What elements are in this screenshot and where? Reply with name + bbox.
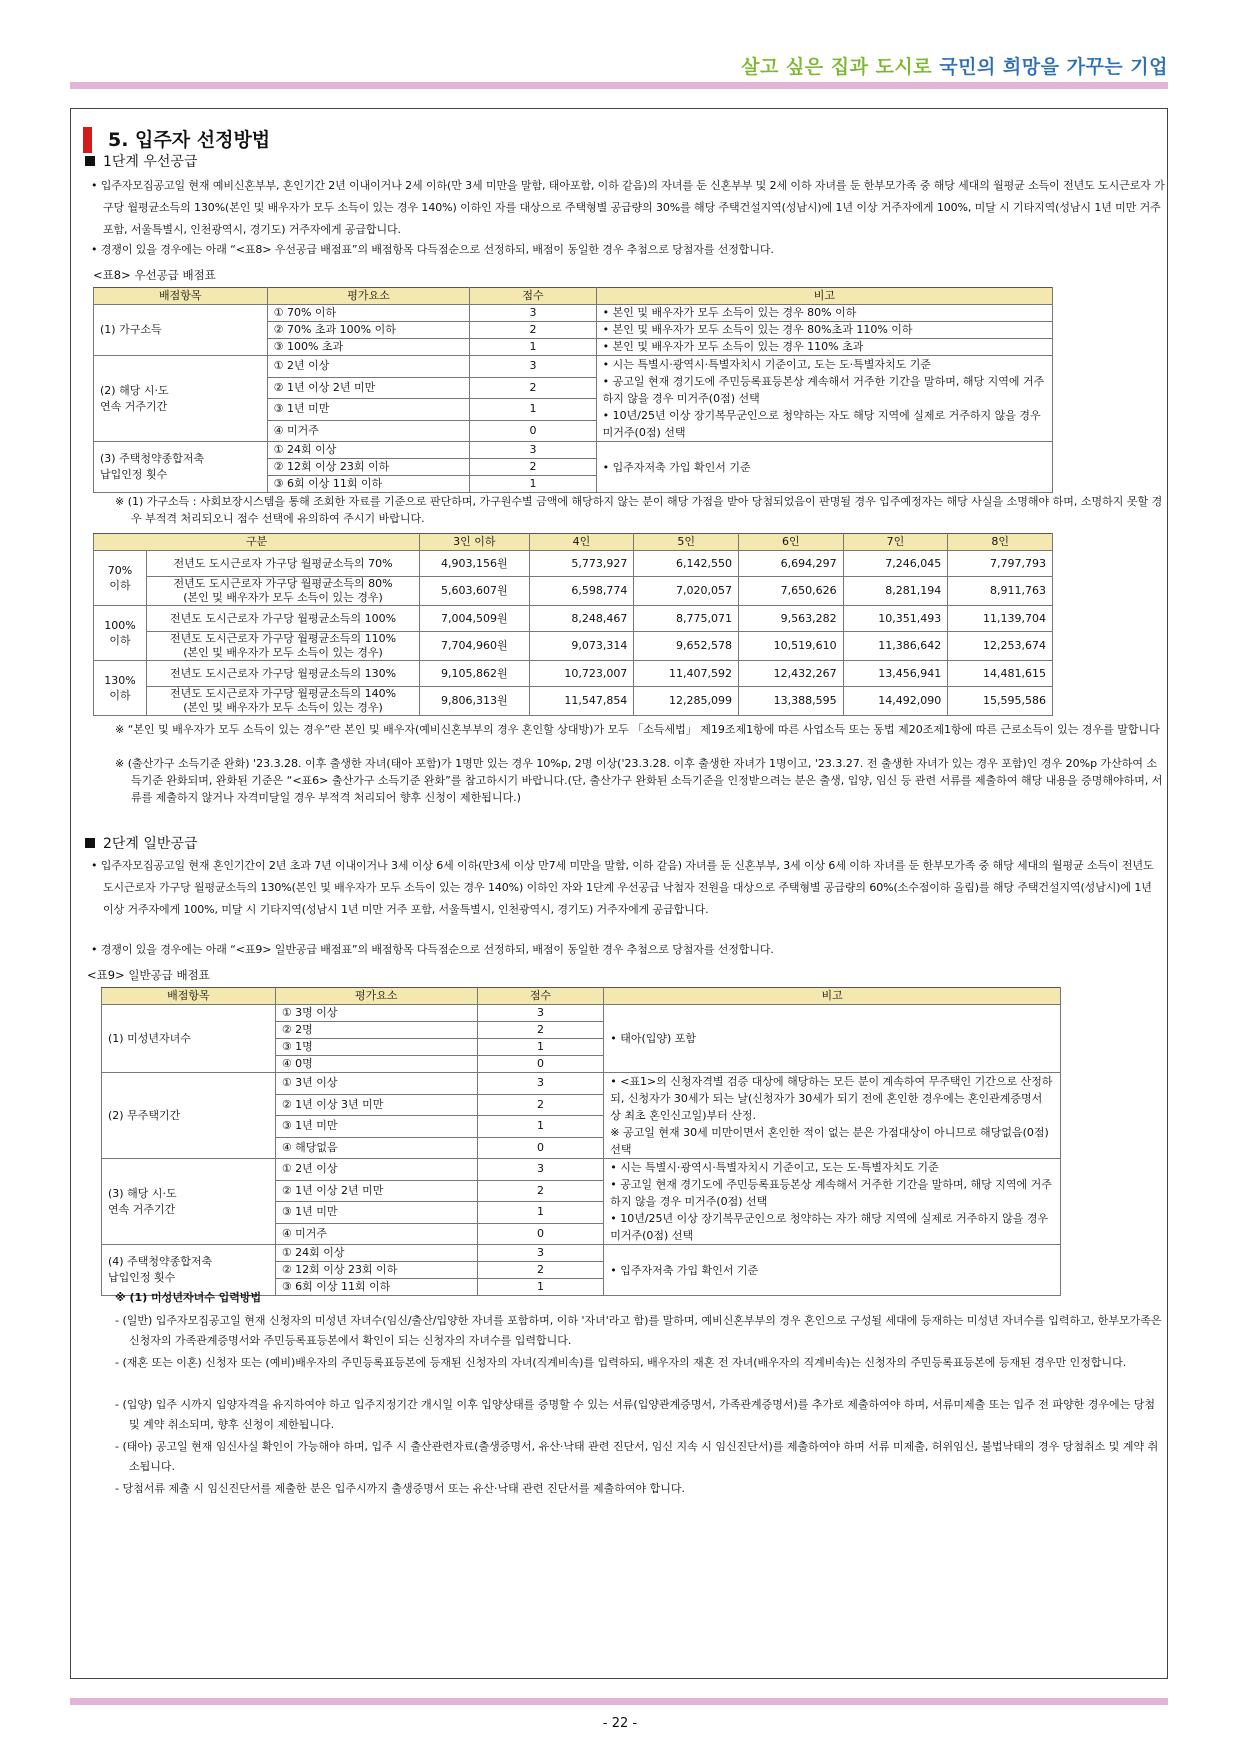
income-value: 8,911,763 xyxy=(948,577,1053,606)
score-note: • 입주자저축 가입 확인서 기준 xyxy=(596,442,1052,493)
income-value: 10,351,493 xyxy=(843,606,948,632)
income-value: 14,492,090 xyxy=(843,687,948,716)
score-value: 1 xyxy=(470,339,596,356)
score-value: 1 xyxy=(477,1039,603,1056)
score-element: ② 2명 xyxy=(275,1022,477,1039)
score-value: 3 xyxy=(477,1073,603,1095)
income-value: 6,598,774 xyxy=(529,577,634,606)
table9-general-score xyxy=(101,987,1061,1296)
score-value: 0 xyxy=(477,1137,603,1159)
income-value: 8,281,194 xyxy=(843,577,948,606)
income-group-label: 100% 이하 xyxy=(94,606,147,661)
income-desc: 전년도 도시근로자 가구당 월평균소득의 140% (본인 및 배우자가 모두 소득이 있는 경우) xyxy=(147,687,420,716)
table-header: 점수 xyxy=(470,288,596,305)
score-note: • 시는 특별시·광역시·특별자치시 기준이고, 도는 도·특별자치도 기준 • 공고일 현재 경기도에 주민등록표등본상 계속해서 거주한 기간을 말하며, 해당 지역에 거주하지 않을 경우 미거주(0점) 선택 • 10년/25년 이상 장기복무군인으로 청약하는 자도 해당 지역에 실제로 거주하지 않을 경우 미거주(0점) 선택 xyxy=(596,356,1052,442)
content-frame xyxy=(70,108,1168,1679)
income-value: 11,407,592 xyxy=(634,661,739,687)
income-note3: ※ (출산가구 소득기준 완화) '23.3.28. 이후 출생한 자녀(태아 포함)가 1명만 있는 경우 10%p, 2명 이상('23.3.28. 이후 출생한 자녀가 1명이고, '23.3.27. 전 출생한 자녀가 있는 경우 포함)인 경우 20%p 가산하여 소득기준 완화되며, 완화된 기준은 “<표6> 출산가구 소득기준 완화”를 참고하시기 바랍니다.(단, 출산가구 완화된 소득기준을 인정받으려는 분은 출생, 입양, 임신 등 관련 서류를 제출하여 해당 내용을 증명해야하며, 서류를 제출하지 않거나 자격미달일 경우 부적격 처리되어 향후 신청이 제한됩니다.) xyxy=(115,757,1163,804)
score-element: ④ 0명 xyxy=(275,1056,477,1073)
income-header: 5인 xyxy=(634,534,739,551)
score-element: ① 3년 이상 xyxy=(275,1073,477,1095)
page-number: - 22 - xyxy=(602,1716,638,1731)
stage2-para1: • 입주자모집공고일 현재 혼인기간이 2년 초과 7년 이내이거나 3세 이상 6세 이하(만3세 이상 만7세 미만을 말함, 이하 같음) 자녀를 둔 신혼부부, 3세 이상 6세 이하 자녀를 둔 한부모가족 중 해당 세대의 월평균 소득이 전년도 도시근로자 가구당 월평균소득의 130%(본인 및 배우자가 모두 소득이 있는 경우 140%) 이하인 자와 1단계 우선공급 낙첨자 전원을 대상으로 주택형별 공급량의 60%(소수점이하 올림)를 해당 주택건설지역(성남시)에 1년 이상 거주자에게 100%, 미달 시 기타지역(성남시 1년 미만 거주 포함, 서울특별시, 인천광역시, 경기도) 거주자에게 공급합니다. xyxy=(91,859,1154,916)
income-value: 6,694,297 xyxy=(738,551,843,577)
score-value: 1 xyxy=(470,399,596,421)
score-element: ③ 1년 미만 xyxy=(275,1202,477,1224)
income-desc: 전년도 도시근로자 가구당 월평균소득의 110% (본인 및 배우자가 모두 소득이 있는 경우) xyxy=(147,632,420,661)
score-item: (1) 미성년자녀수 xyxy=(102,1005,276,1073)
income-value: 10,723,007 xyxy=(529,661,634,687)
score-value: 0 xyxy=(477,1223,603,1245)
score-item: (3) 해당 시·도 연속 거주기간 xyxy=(102,1159,276,1245)
score-value: 2 xyxy=(470,459,596,476)
table-row xyxy=(102,1245,1061,1262)
income-header: 6인 xyxy=(738,534,843,551)
income-row xyxy=(94,551,1053,577)
score-value: 0 xyxy=(477,1056,603,1073)
table-header: 평가요소 xyxy=(275,988,477,1005)
score-element: ② 1년 이상 3년 미만 xyxy=(275,1094,477,1116)
income-value: 9,806,313원 xyxy=(420,687,530,716)
method-item: - (재혼 또는 이혼) 신청자 또는 (예비)배우자의 주민등록표등본에 등재된 신청자의 자녀(직계비속)를 입력하되, 배우자의 재혼 전 자녀(배우자의 직계비속)는 신청자의 주민등록표등본에 등재된 경우만 인정합니다. xyxy=(115,1356,1127,1369)
income-note2: ※ “본인 및 배우자가 모두 소득이 있는 경우”란 본인 및 배우자(예비신혼부부의 경우 혼인할 상대방)가 모두 「소득세법」 제19조제1항에 따른 사업소득 또는 동법 제20조제1항에 따른 근로소득이 있는 경우를 말합니다 xyxy=(115,723,1160,736)
score-element: ① 3명 이상 xyxy=(275,1005,477,1022)
score-element: ② 70% 초과 100% 이하 xyxy=(267,322,470,339)
score-element: ① 2년 이상 xyxy=(275,1159,477,1181)
score-element: ③ 6회 이상 11회 이하 xyxy=(267,476,470,493)
bottom-divider xyxy=(70,1698,1168,1705)
score-value: 1 xyxy=(470,476,596,493)
table-header: 비고 xyxy=(596,288,1052,305)
score-item: (2) 무주택기간 xyxy=(102,1073,276,1159)
score-value: 1 xyxy=(477,1279,603,1296)
score-element: ① 24회 이상 xyxy=(267,442,470,459)
income-value: 14,481,615 xyxy=(948,661,1053,687)
score-element: ④ 해당없음 xyxy=(275,1137,477,1159)
score-value: 2 xyxy=(470,377,596,399)
header-slogan: 살고 싶은 집과 도시로 국민의 희망을 가꾸는 기업 xyxy=(741,56,1168,78)
table-header: 배점항목 xyxy=(102,988,276,1005)
income-row xyxy=(94,577,1053,606)
score-value: 3 xyxy=(477,1005,603,1022)
income-header: 4인 xyxy=(529,534,634,551)
income-header: 7인 xyxy=(843,534,948,551)
score-element: ② 12회 이상 23회 이하 xyxy=(275,1262,477,1279)
income-value: 9,563,282 xyxy=(738,606,843,632)
table8-caption: <표8> 우선공급 배점표 xyxy=(93,268,216,282)
method-item: - (태아) 공고일 현재 임신사실 확인이 가능해야 하며, 입주 시 출산관련자료(출생증명서, 유산·낙태 관련 진단서, 임신 지속 시 임신진단서)를 제출하여야 하며 서류 미제출, 허위임신, 불법낙태의 경우 당첨취소 및 계약 취소됩니다. xyxy=(115,1440,1159,1473)
stage1-para1: • 입주자모집공고일 현재 예비신혼부부, 혼인기간 2년 이내이거나 2세 이하(만 3세 미만을 말함, 태아포함, 이하 같음)의 자녀를 둔 신혼부부 및 2세 이하 자녀를 둔 한부모가족 중 해당 세대의 월평균 소득이 전년도 도시근로자 가구당 월평균소득의 130%(본인 및 배우자가 모두 소득이 있는 경우 140%) 이하인 자를 대상으로 주택형별 공급량의 30%를 해당 주택건설지역(성남시)에 1년 이상 거주자에게 100%, 미달 시 기타지역(성남시 1년 미만 거주 포함, 서울특별시, 인천광역시, 경기도) 거주자에게 공급합니다. xyxy=(91,179,1165,236)
income-value: 9,652,578 xyxy=(634,632,739,661)
income-header: 구분 xyxy=(94,534,420,551)
table-header: 배점항목 xyxy=(94,288,268,305)
score-note: • 태아(입양) 포함 xyxy=(604,1005,1061,1073)
method-title: ※ (1) 미성년자녀수 입력방법 xyxy=(115,1291,262,1304)
score-value: 2 xyxy=(470,322,596,339)
score-note: • <표1>의 신청자격별 검증 대상에 해당하는 모든 분이 계속하여 무주택인 기간으로 산정하되, 신청자가 30세가 되는 날(신청자가 30세가 되기 전에 혼인한 경우에는 혼인관계증명서 상 최초 혼인신고일)부터 산정. ※ 공고일 현재 30세 미만이면서 혼인한 적이 없는 분은 가점대상이 아니므로 해당없음(0점) 선택 xyxy=(604,1073,1061,1159)
score-value: 3 xyxy=(470,356,596,378)
score-value: 0 xyxy=(470,420,596,442)
income-table xyxy=(93,533,1053,716)
score-element: ④ 미거주 xyxy=(275,1223,477,1245)
method-item: - (일반) 입주자모집공고일 현재 신청자의 미성년 자녀수(임신/출산/입양한 자녀를 포함하며, 이하 '자녀'라고 함)를 말하며, 예비신혼부부의 경우 혼인으로 구성될 세대에 등재하는 미성년 자녀수를 입력하고, 한부모가족은 신청자의 가족관계증명서와 주민등록표등본에서 확인이 되는 신청자의 자녀수를 입력합니다. xyxy=(115,1314,1162,1347)
table-header: 비고 xyxy=(604,988,1061,1005)
score-value: 2 xyxy=(477,1262,603,1279)
income-value: 7,246,045 xyxy=(843,551,948,577)
income-value: 5,603,607원 xyxy=(420,577,530,606)
score-element: ③ 100% 초과 xyxy=(267,339,470,356)
score-note: • 본인 및 배우자가 모두 소득이 있는 경우 80% 이하 xyxy=(596,305,1052,322)
score-value: 1 xyxy=(477,1202,603,1224)
method-item: - 당첨서류 제출 시 임신진단서를 제출한 분은 입주시까지 출생증명서 또는 유산·낙태 관련 진단서를 제출하여야 합니다. xyxy=(115,1482,685,1495)
score-value: 3 xyxy=(470,305,596,322)
table-header: 점수 xyxy=(477,988,603,1005)
table-row xyxy=(94,356,1053,378)
score-element: ④ 미거주 xyxy=(267,420,470,442)
top-divider xyxy=(70,82,1168,89)
score-value: 2 xyxy=(477,1180,603,1202)
table-row xyxy=(102,1073,1061,1095)
score-element: ① 24회 이상 xyxy=(275,1245,477,1262)
income-value: 12,253,674 xyxy=(948,632,1053,661)
income-desc: 전년도 도시근로자 가구당 월평균소득의 100% xyxy=(147,606,420,632)
score-element: ③ 1명 xyxy=(275,1039,477,1056)
table9-caption: <표9> 일반공급 배점표 xyxy=(87,968,210,982)
score-value: 2 xyxy=(477,1094,603,1116)
stage1-note1: ※ (1) 가구소득 : 사회보장시스템을 통해 조회한 자료를 기준으로 판단하며, 가구원수별 금액에 해당하지 않는 분이 해당 가점을 받아 당첨되었음이 판명될 경우 입주예정자는 해당 사실을 소명해야 하며, 소명하지 못할 경우 부적격 처리되오니 점수 선택에 유의하여 주시기 바랍니다. xyxy=(115,495,1163,525)
income-value: 8,775,071 xyxy=(634,606,739,632)
income-value: 15,595,586 xyxy=(948,687,1053,716)
score-note: • 입주자저축 가입 확인서 기준 xyxy=(604,1245,1061,1296)
income-value: 12,432,267 xyxy=(738,661,843,687)
income-value: 8,248,467 xyxy=(529,606,634,632)
income-group-label: 130% 이하 xyxy=(94,661,147,716)
score-value: 3 xyxy=(477,1245,603,1262)
income-value: 6,142,550 xyxy=(634,551,739,577)
score-value: 1 xyxy=(477,1116,603,1138)
stage2-heading: 2단계 일반공급 xyxy=(85,833,198,853)
income-value: 13,456,941 xyxy=(843,661,948,687)
income-value: 7,020,057 xyxy=(634,577,739,606)
score-item: (1) 가구소득 xyxy=(94,305,268,356)
table-row xyxy=(102,1159,1061,1181)
income-row xyxy=(94,661,1053,687)
score-note: • 본인 및 배우자가 모두 소득이 있는 경우 80%초과 110% 이하 xyxy=(596,322,1052,339)
income-group-label: 70% 이하 xyxy=(94,551,147,606)
score-element: ② 1년 이상 2년 미만 xyxy=(275,1180,477,1202)
income-row xyxy=(94,687,1053,716)
score-note: • 시는 특별시·광역시·특별자치시 기준이고, 도는 도·특별자치도 기준 • 공고일 현재 경기도에 주민등록표등본상 계속해서 거주한 기간을 말하며, 해당 지역에 거주하지 않을 경우 미거주(0점) 선택 • 10년/25년 이상 장기복무군인으로 청약하는 자가 해당 지역에 실제로 거주하지 않을 경우 미거주(0점) 선택 xyxy=(604,1159,1061,1245)
score-element: ① 70% 이하 xyxy=(267,305,470,322)
income-value: 11,547,854 xyxy=(529,687,634,716)
income-value: 7,797,793 xyxy=(948,551,1053,577)
score-element: ③ 1년 미만 xyxy=(267,399,470,421)
income-value: 5,773,927 xyxy=(529,551,634,577)
income-value: 11,139,704 xyxy=(948,606,1053,632)
score-element: ② 1년 이상 2년 미만 xyxy=(267,377,470,399)
stage1-heading: 1단계 우선공급 xyxy=(85,151,198,171)
stage1-para2: • 경쟁이 있을 경우에는 아래 “<표8> 우선공급 배점표”의 배점항목 다득점순으로 선정하되, 배점이 동일한 경우 추첨으로 당첨자를 선정합니다. xyxy=(91,243,774,256)
stage2-para2: • 경쟁이 있을 경우에는 아래 “<표9> 일반공급 배점표”의 배점항목 다득점순으로 선정하되, 배점이 동일한 경우 추첨으로 당첨자를 선정합니다. xyxy=(91,943,774,956)
income-value: 9,105,862원 xyxy=(420,661,530,687)
income-value: 11,386,642 xyxy=(843,632,948,661)
score-item: (2) 해당 시·도 연속 거주기간 xyxy=(94,356,268,442)
table-row xyxy=(102,1005,1061,1022)
income-row xyxy=(94,632,1053,661)
income-header: 3인 이하 xyxy=(420,534,530,551)
income-desc: 전년도 도시근로자 가구당 월평균소득의 70% xyxy=(147,551,420,577)
score-element: ③ 1년 미만 xyxy=(275,1116,477,1138)
table-header: 평가요소 xyxy=(267,288,470,305)
income-value: 7,004,509원 xyxy=(420,606,530,632)
income-value: 13,388,595 xyxy=(738,687,843,716)
income-value: 7,704,960원 xyxy=(420,632,530,661)
income-header: 8인 xyxy=(948,534,1053,551)
score-element: ① 2년 이상 xyxy=(267,356,470,378)
section-title: 5. 입주자 선정방법 xyxy=(83,127,270,153)
score-value: 3 xyxy=(477,1159,603,1181)
method-item: - (입양) 입주 시까지 입양자격을 유지하여야 하고 입주지정기간 개시일 이후 입양상태를 증명할 수 있는 서류(입양관계증명서, 가족관계증명서)를 추가로 제출하여야 하며, 서류미제출 또는 입주 전 파양한 경우에는 당첨 및 계약 취소되며, 향후 신청이 제한됩니다. xyxy=(115,1398,1155,1431)
score-value: 2 xyxy=(477,1022,603,1039)
score-value: 3 xyxy=(470,442,596,459)
table-row xyxy=(94,442,1053,459)
score-note: • 본인 및 배우자가 모두 소득이 있는 경우 110% 초과 xyxy=(596,339,1052,356)
income-value: 12,285,099 xyxy=(634,687,739,716)
income-value: 10,519,610 xyxy=(738,632,843,661)
score-element: ③ 6회 이상 11회 이하 xyxy=(275,1279,477,1296)
table-row xyxy=(94,305,1053,322)
income-row xyxy=(94,606,1053,632)
score-element: ② 12회 이상 23회 이하 xyxy=(267,459,470,476)
income-desc: 전년도 도시근로자 가구당 월평균소득의 130% xyxy=(147,661,420,687)
income-value: 7,650,626 xyxy=(738,577,843,606)
score-item: (3) 주택청약종합저축 납입인정 횟수 xyxy=(94,442,268,493)
table8-priority-score xyxy=(93,287,1053,493)
income-desc: 전년도 도시근로자 가구당 월평균소득의 80% (본인 및 배우자가 모두 소득이 있는 경우) xyxy=(147,577,420,606)
income-value: 4,903,156원 xyxy=(420,551,530,577)
income-value: 9,073,314 xyxy=(529,632,634,661)
score-item: (4) 주택청약종합저축 납입인정 횟수 xyxy=(102,1245,276,1296)
